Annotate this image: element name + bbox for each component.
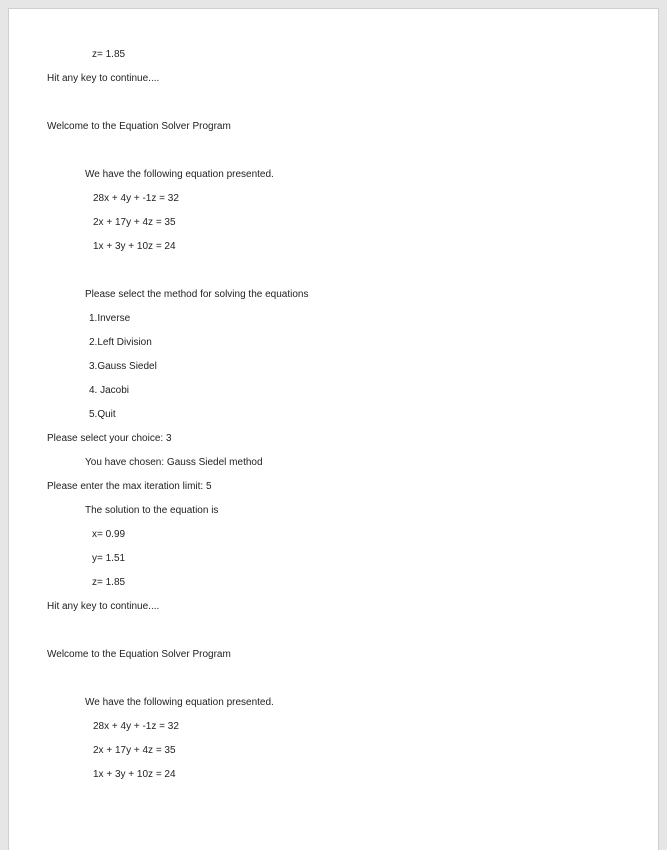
menu-option: 4. Jacobi xyxy=(89,385,130,396)
console-line: The solution to the equation is xyxy=(85,505,219,516)
console-line: Hit any key to continue.... xyxy=(47,601,160,612)
solution-line: y= 1.51 xyxy=(92,553,126,564)
console-line: Hit any key to continue.... xyxy=(47,73,160,84)
console-line: z= 1.85 xyxy=(92,49,126,60)
menu-option: 1.Inverse xyxy=(89,313,131,324)
console-line: Please select the method for solving the equations xyxy=(85,289,309,300)
equation-line: 2x + 17y + 4z = 35 xyxy=(93,217,176,228)
console-line: You have chosen: Gauss Siedel method xyxy=(85,457,263,468)
equation-line: 28x + 4y + -1z = 32 xyxy=(93,193,179,204)
menu-option: 5.Quit xyxy=(89,409,116,420)
menu-option: 2.Left Division xyxy=(89,337,152,348)
solution-line: z= 1.85 xyxy=(92,577,126,588)
menu-option: 3.Gauss Siedel xyxy=(89,361,157,372)
console-line: Welcome to the Equation Solver Program xyxy=(47,121,231,132)
equation-line: 28x + 4y + -1z = 32 xyxy=(93,721,179,732)
equation-line: 2x + 17y + 4z = 35 xyxy=(93,745,176,756)
document-page xyxy=(8,8,659,850)
console-line: Please select your choice: 3 xyxy=(47,433,172,444)
equation-line: 1x + 3y + 10z = 24 xyxy=(93,769,176,780)
console-line: We have the following equation presented. xyxy=(85,169,274,180)
console-line: We have the following equation presented. xyxy=(85,697,274,708)
console-line: Welcome to the Equation Solver Program xyxy=(47,649,231,660)
equation-line: 1x + 3y + 10z = 24 xyxy=(93,241,176,252)
solution-line: x= 0.99 xyxy=(92,529,126,540)
console-line: Please enter the max iteration limit: 5 xyxy=(47,481,212,492)
